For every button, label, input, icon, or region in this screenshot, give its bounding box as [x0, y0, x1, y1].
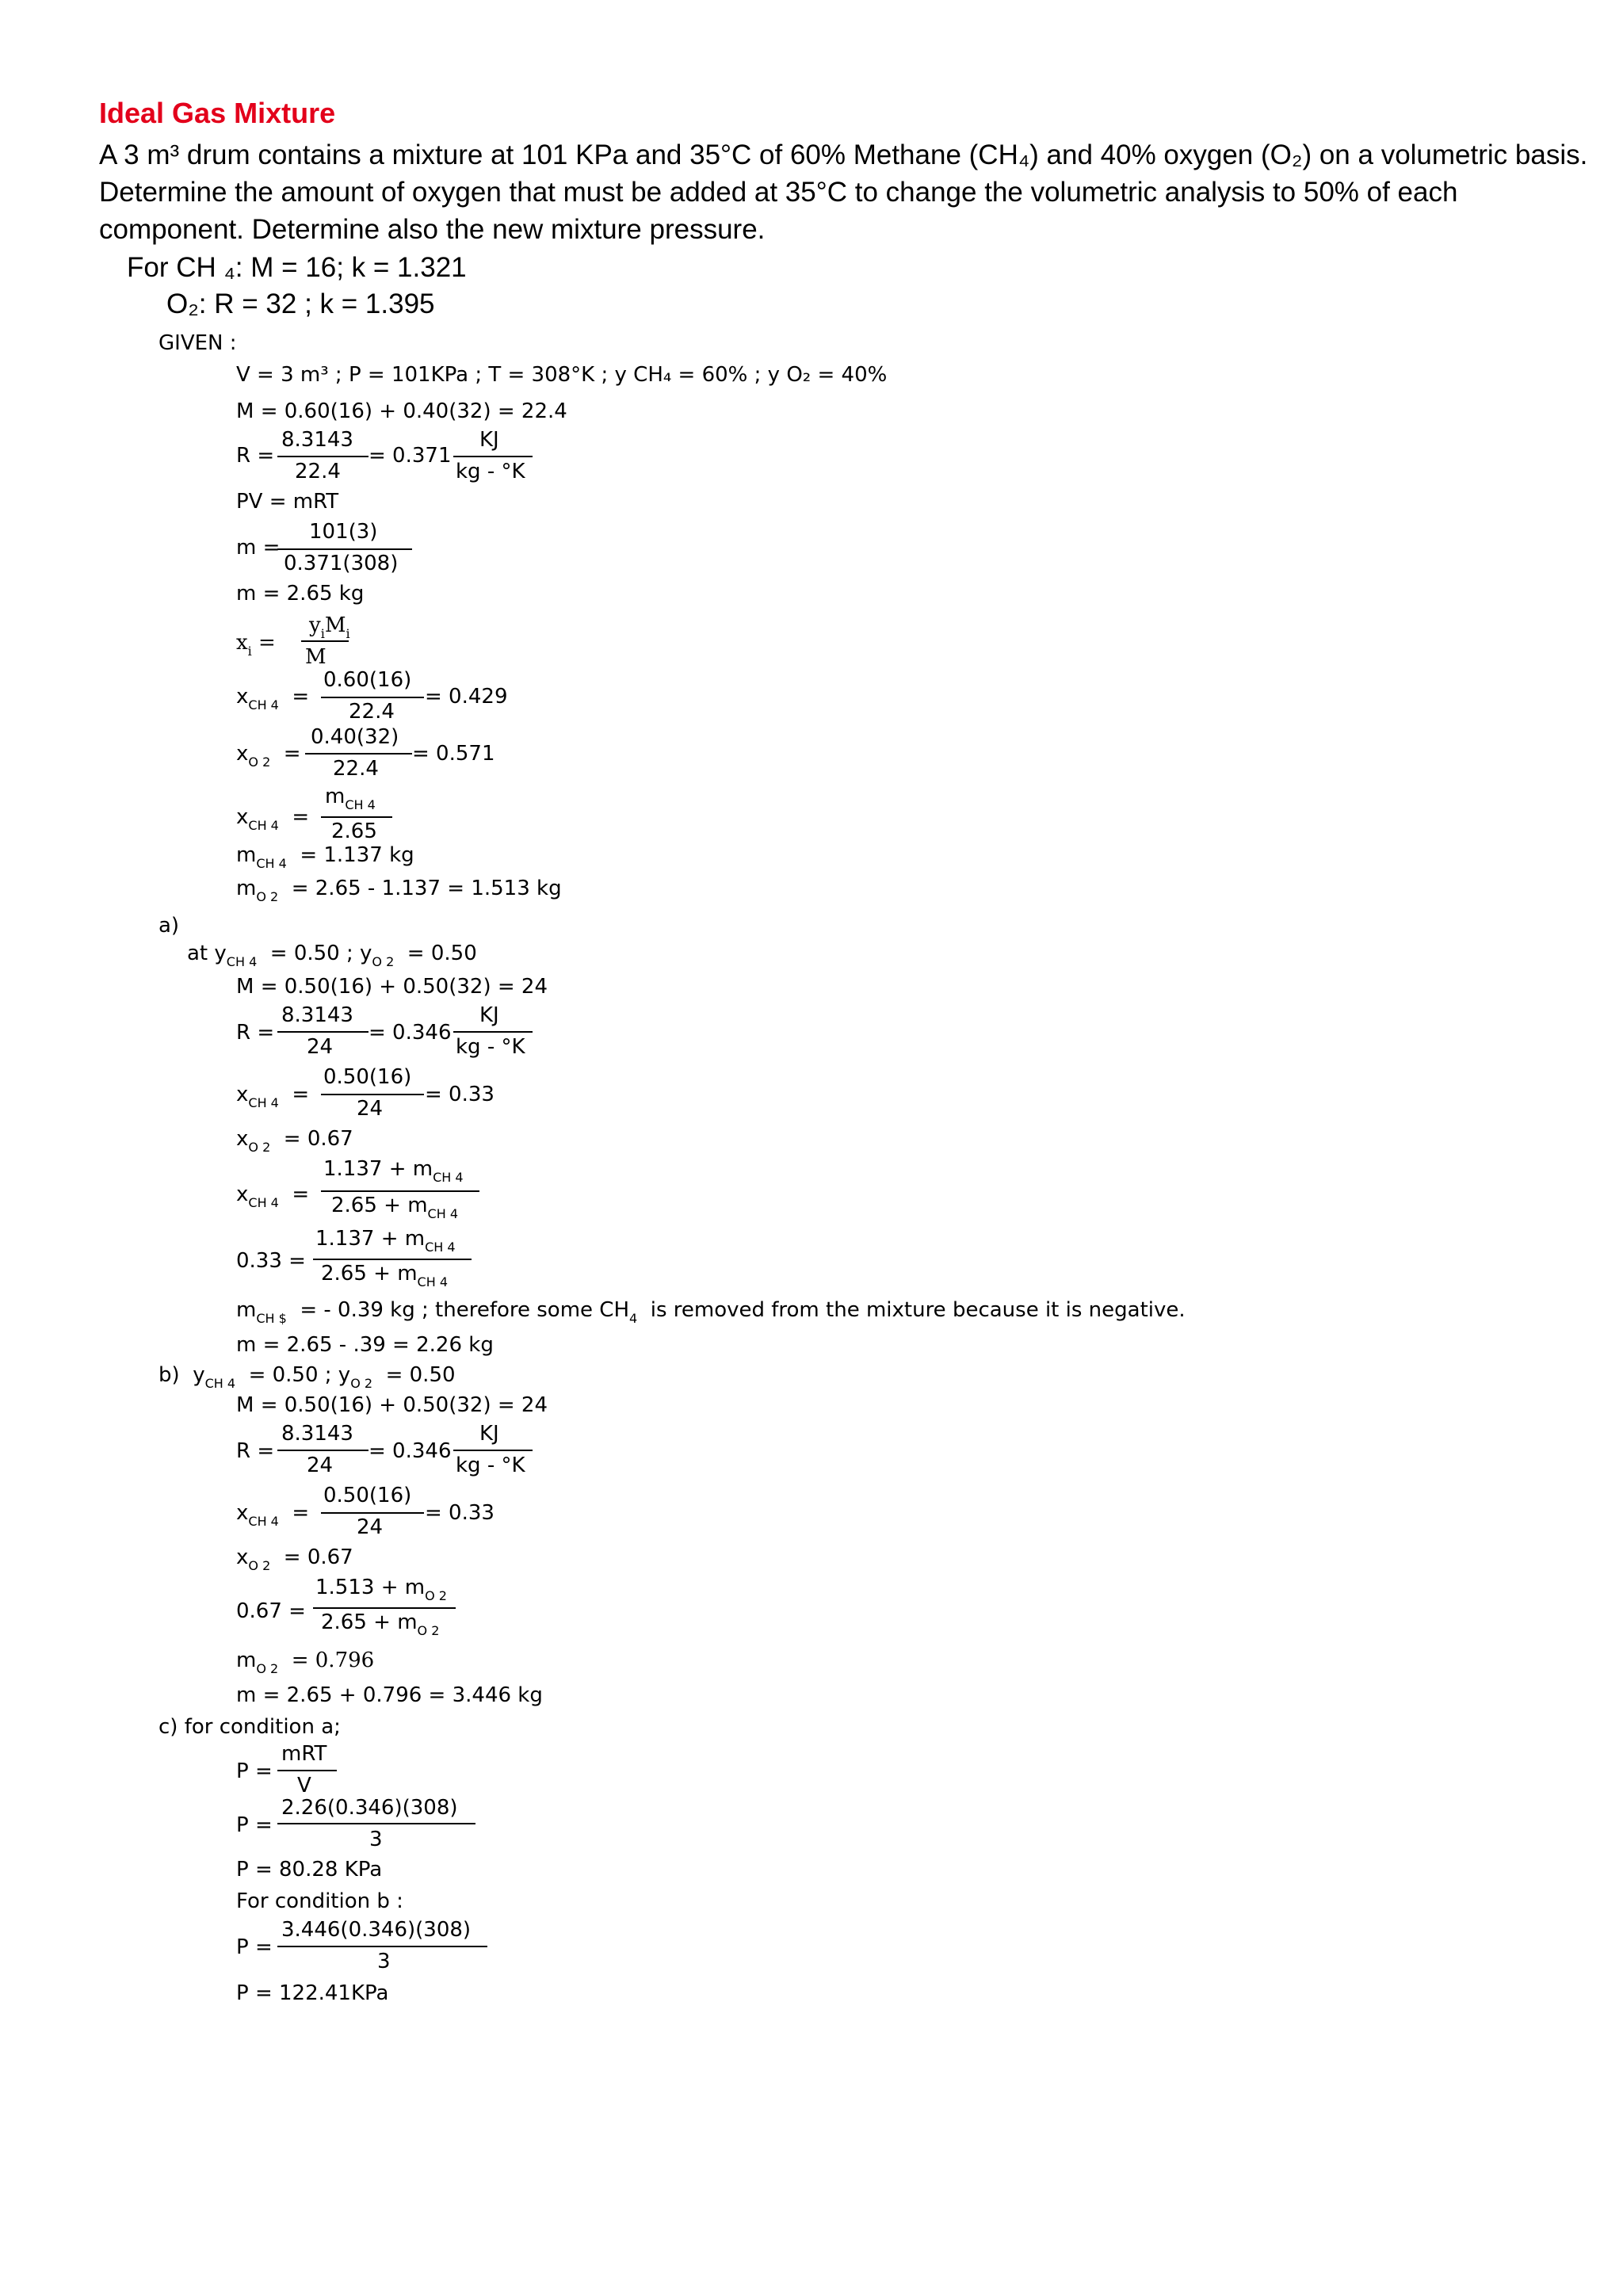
part-b-r-label: R = [236, 1439, 275, 1463]
part-a-frac2-numerator: $1.137 + m_{CH 4}$ [315, 1227, 456, 1255]
part-c-p-b: P = 122.41KPa [236, 1981, 389, 2005]
part-c-p2-bar [277, 1823, 475, 1824]
r-unit-numerator: KJ [479, 428, 499, 452]
part-a-molar-mass: M = 0.50(16) + 0.50(32) = 24 [236, 975, 548, 999]
r-label: R = [236, 444, 275, 468]
r-denominator: 22.4 [295, 460, 341, 483]
part-a-frac2-denominator: $2.65 + m_{CH 4}$ [321, 1262, 449, 1289]
part-c-p-a: P = 80.28 KPa [236, 1858, 383, 1881]
part-c-p2-numerator: 2.26(0.346)(308) [281, 1796, 458, 1820]
xo2-denominator: 22.4 [333, 757, 379, 781]
part-a-frac1-bar [321, 1190, 479, 1192]
ch4-properties: For CH ₄: M = 16; k = 1.321 [127, 252, 467, 283]
document-title: Ideal Gas Mixture [99, 97, 336, 129]
part-b-xch4-denominator: 24 [357, 1515, 384, 1539]
part-a-r-numerator: 8.3143 [281, 1003, 353, 1027]
r-unit-bar [453, 456, 533, 457]
xi-numerator: $y_iM_i$ [309, 613, 350, 641]
mch4-label: $m_{CH 4} = 1.137$ kg [236, 843, 414, 871]
part-b-eq-label: 0.67 = [236, 1599, 306, 1623]
part-b-r-value: = 0.346 [369, 1439, 452, 1463]
problem-line-3: component. Determine also the new mixture pressure. [99, 214, 766, 245]
part-b-mo2: $m_{O 2} = 0.796$ [236, 1648, 375, 1676]
part-c-p3-denominator: 3 [377, 1950, 391, 1973]
part-c-cond-b: For condition b : [236, 1889, 403, 1913]
xch4-mass-bar [321, 816, 392, 818]
given-label: GIVEN : [158, 331, 237, 355]
part-a-xch4-numerator: 0.50(16) [323, 1065, 412, 1089]
xo2-fraction-bar [305, 753, 412, 755]
part-c-p-denominator: V [297, 1774, 311, 1797]
part-c-p-label: P = [236, 1759, 273, 1783]
part-a-frac1-denominator: $2.65 + m_{CH 4}$ [331, 1194, 459, 1221]
part-a-r-value: = 0.346 [369, 1021, 452, 1045]
part-a-r-unit-denominator: kg - °K [456, 1035, 525, 1059]
xo2-label: $x_{O 2}$ = [236, 742, 301, 770]
part-a-xch4-label: $x_{CH 4}$ = [236, 1083, 310, 1110]
xch4-denominator: 22.4 [349, 700, 395, 724]
part-b-mass-new: m = 2.65 + 0.796 = 3.446 kg [236, 1683, 543, 1707]
part-b-r-unit-denominator: kg - °K [456, 1454, 525, 1477]
xi-label: $x_i$ = [236, 631, 276, 659]
part-a-xo2: $x_{O 2} = 0.67$ [236, 1127, 353, 1155]
part-a-r-unit-bar [453, 1031, 533, 1033]
part-b-xch4-bar [321, 1512, 424, 1514]
problem-line-1: A 3 m³ drum contains a mixture at 101 KPa and 35°C of 60% Methane (CH₄) and 40% oxygen (O₂) on a volumetric basis. [99, 139, 1588, 170]
r-value: = 0.371 [369, 444, 452, 468]
part-a-r-denominator: 24 [307, 1035, 334, 1059]
part-a-mass-new: m = 2.65 - .39 = 2.26 kg [236, 1333, 494, 1357]
part-a-eq-label: 0.33 = [236, 1249, 306, 1273]
part-a-r-unit-numerator: KJ [479, 1003, 499, 1027]
xch4-label: $x_{CH 4}$ = [236, 685, 310, 712]
xi-denominator: M [305, 645, 327, 669]
part-a-frac1-label: $x_{CH 4}$ = [236, 1182, 310, 1210]
part-b-r-unit-bar [453, 1450, 533, 1451]
mass-label: m = [236, 536, 281, 560]
part-b-r-unit-numerator: KJ [479, 1422, 499, 1446]
part-b-r-denominator: 24 [307, 1454, 334, 1477]
xch4-mass-denominator: 2.65 [331, 819, 377, 843]
r-fraction-bar [277, 456, 369, 457]
part-a-label: a) [158, 914, 180, 938]
mass-numerator: 101(3) [309, 520, 378, 544]
part-a-r-bar [277, 1031, 369, 1033]
part-b-conditions: b) $y_{CH 4} = 0.50$ ; $y_{O 2} = 0.50$ [158, 1363, 456, 1391]
part-c-p2-label: P = [236, 1813, 273, 1837]
part-a-frac2-bar [313, 1259, 472, 1260]
part-b-r-bar [277, 1450, 369, 1451]
part-b-xch4-numerator: 0.50(16) [323, 1484, 412, 1507]
mo2-label: $m_{O 2} = 2.65 - 1.137 = 1.513$ kg [236, 877, 562, 904]
problem-line-2: Determine the amount of oxygen that must be added at 35°C to change the volumetric analysis to 50% of each [99, 177, 1458, 208]
ideal-gas-law: PV = mRT [236, 490, 339, 514]
mass-value: m = 2.65 kg [236, 582, 365, 606]
part-b-frac-denominator: $2.65 + m_{O 2}$ [321, 1610, 440, 1638]
part-a-mch4-result: $m_{CH \$}$ = - 0.39 kg ; therefore some $CH_4$ is removed from the mixture because it is negative. [236, 1298, 1186, 1326]
part-c-label: c) for condition a; [158, 1715, 341, 1739]
part-c-p3-bar [277, 1946, 487, 1947]
part-a-conditions: at $y_{CH 4} = 0.50$ ; $y_{O 2} = 0.50$ [187, 942, 477, 969]
xch4-numerator: 0.60(16) [323, 668, 412, 692]
part-b-frac-bar [313, 1607, 456, 1609]
part-b-r-numerator: 8.3143 [281, 1422, 353, 1446]
part-c-p3-label: P = [236, 1935, 273, 1959]
xch4-mass-label: $x_{CH 4}$ = [236, 805, 310, 833]
o2-properties: O₂: R = 32 ; k = 1.395 [166, 288, 435, 319]
xo2-numerator: 0.40(32) [311, 725, 399, 749]
mass-denominator: 0.371(308) [284, 552, 399, 575]
part-c-p-numerator: mRT [281, 1742, 327, 1766]
part-a-r-label: R = [236, 1021, 275, 1045]
r-numerator: 8.3143 [281, 428, 353, 452]
part-c-p2-denominator: 3 [369, 1828, 383, 1851]
part-b-xo2: $x_{O 2} = 0.67$ [236, 1545, 353, 1573]
part-a-xch4-bar [321, 1094, 424, 1095]
part-c-p-bar [277, 1770, 337, 1771]
molar-mass-mix: M = 0.60(16) + 0.40(32) = 22.4 [236, 399, 567, 423]
part-a-frac1-numerator: $1.137 + m_{CH 4}$ [323, 1157, 464, 1185]
part-b-xch4-value: = 0.33 [425, 1501, 495, 1525]
part-a-xch4-value: = 0.33 [425, 1083, 495, 1106]
part-b-xch4-label: $x_{CH 4}$ = [236, 1501, 310, 1529]
r-unit-denominator: kg - °K [456, 460, 525, 483]
part-b-frac-numerator: $1.513 + m_{O 2}$ [315, 1576, 447, 1603]
xo2-value: = 0.571 [412, 742, 495, 766]
part-a-xch4-denominator: 24 [357, 1097, 384, 1121]
xch4-mass-numerator: $m_{CH 4}$ [325, 785, 376, 812]
part-b-molar-mass: M = 0.50(16) + 0.50(32) = 24 [236, 1393, 548, 1417]
xch4-fraction-bar [321, 697, 424, 698]
part-c-p3-numerator: 3.446(0.346)(308) [281, 1918, 472, 1942]
problem-statement [99, 136, 1588, 248]
mass-fraction-bar [277, 548, 412, 550]
xch4-value: = 0.429 [425, 685, 508, 709]
xi-fraction-bar [301, 640, 349, 642]
given-values: V = 3 m³ ; P = 101KPa ; T = 308°K ; y CH₄ = 60% ; y O₂ = 40% [236, 363, 888, 387]
